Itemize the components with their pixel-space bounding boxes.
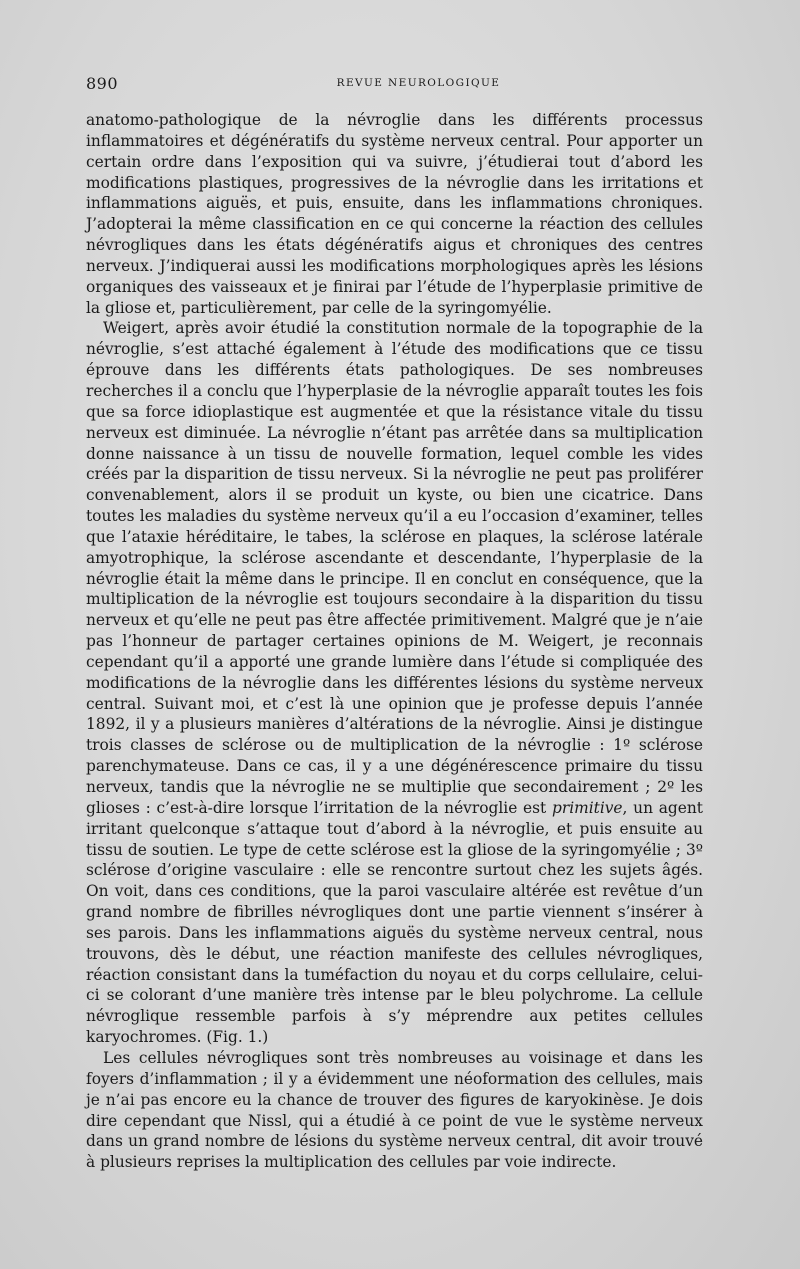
- paragraph-weigert-text-1: Weigert, après avoir étudié la constitution normale de la topographie de la névroglie, s’est attaché également à l’étude des modifications que ce tissu éprouve dans les différents états pathologiques. De ses nombreuses recherches il a conclu que l’hyperplasie de la névroglie apparaît toutes les fois que sa force idioplastique est augmentée et que la résistance vitale du tissu nerveux est diminuée. La névroglie n’étant pas arrêtée dans sa multiplication donne naissance à un tissu de nouvelle formation, lequel comble les vides créés par la disparition de tissu nerveux. Si la névroglie ne peut pas proliférer convenablement, alors il se produit un kyste, ou bien une cicatrice. Dans toutes les maladies du système nerveux qu’il a eu l’occasion d’examiner, telles que l’ataxie héréditaire, le tabes, la sclérose en plaques, la sclérose latérale amyotrophique, la sclérose ascendante et descendante, l’hyperplasie de la névroglie était la même dans le principe. Il en conclut en conséquence, que la multiplication de la névroglie est toujours secondaire à la disparition du tissu nerveux et qu’elle ne peut pas être affectée primitivement. Malgré que je n’aie pas l’honneur de partager certaines opinions de M. Weigert, je reconnais cependant qu’il a apporté une grande lumière dans l’étude si compliquée des modifications de la névroglie dans les différentes lésions du système nerveux central. Suivant moi, et c’est là une opinion que je professe depuis l’année 1892, il y a plusieurs manières d’altérations de la névroglie. Ainsi je distingue trois classes de sclérose ou de multiplication de la névroglie : 1º sclérose parenchymateuse. Dans ce cas, il y a une dégénérescence primaire du tissu nerveux, tandis que la névroglie ne se multiplie que secondairement ; 2º les glioses : c’est-à-dire lorsque l’irritation de la névroglie est: [86, 319, 703, 817]
- paragraph-weigert: [86, 318, 703, 1048]
- journal-title: REVUE NEUROLOGIQUE: [336, 77, 501, 89]
- running-head: [86, 74, 711, 98]
- page-number: 890: [86, 74, 119, 93]
- paragraph-continuation: anatomo-pathologique de la névroglie dans les différents processus inflammatoires et dégénératifs du système nerveux central. Pour apporter un certain ordre dans l’exposition qui va suivre, j’étudierai tout d’abord les modifications plastiques, progressives de la névroglie dans les irritations et inflammations aiguës, et puis, ensuite, dans les inflammations chroniques. J’adopterai la même classification en ce qui concerne la réaction des cellules névrogliques dans les états dégénératifs aigus et chroniques des centres nerveux. J’indiquerai aussi les modifications morphologiques après les lésions organiques des vaisseaux et je finirai par l’étude de l’hyperplasie primitive de la gliose et, particulièrement, par celle de la syringomyélie.: [86, 111, 703, 317]
- paragraph-neuroglial-cells: Les cellules névrogliques sont très nombreuses au voisinage et dans les foyers d’inflammation ; il y a évidemment une néoformation des cellules, mais je n’ai pas encore eu la chance de trouver des figures de karyokinèse. Je dois dire cependant que Nissl, qui a étudié à ce point de vue le système nerveux dans un grand nombre de lésions du système nerveux central, dit avoir trouvé à plusieurs reprises la multiplication des cellules par voie indirecte.: [86, 1048, 703, 1172]
- paragraph-weigert-text-2: , un agent irritant quelconque s’attaque tout d’abord à la névroglie, et puis ensuite au tissu de soutien. Le type de cette sclérose est la gliose de la syringomyélie ; 3º sclérose d’origine vasculaire : elle se rencontre surtout chez les sujets âgés. On voit, dans ces conditions, que la paroi vasculaire altérée est revêtue d’un grand nombre de fibrilles névrogliques dont une partie viennent s’insérer à ses parois. Dans les inflammations aiguës du système nerveux central, nous trouvons, dès le début, une réaction manifeste des cellules névrogliques, réaction consistant dans la tuméfaction du noyau et du corps cellulaire, celui-ci se colorant d’une manière très intense par le bleu polychrome. La cellule névroglique ressemble parfois à s’y méprendre aux petites cellules karyochromes. (Fig. 1.): [86, 798, 703, 1047]
- article-body: [86, 110, 703, 1173]
- italic-primitive: primitive: [551, 798, 623, 817]
